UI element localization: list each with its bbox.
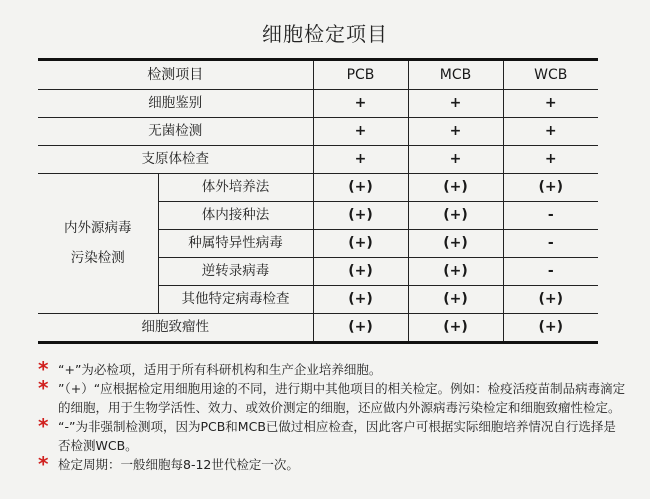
wcb-value: (+): [503, 314, 598, 343]
header-mcb: MCB: [408, 60, 503, 90]
pcb-value: (+): [313, 258, 408, 286]
row-label: 种属特异性病毒: [158, 230, 313, 258]
note-item: [38, 414, 628, 455]
notes-list: [38, 357, 628, 476]
note-text: 检定周期：一般细胞每8-12世代检定一次。: [58, 457, 299, 472]
row-label: 逆转录病毒: [158, 258, 313, 286]
row-label: 无菌检测: [38, 118, 313, 146]
note-text: “+”为必检项，适用于所有科研机构和生产企业培养细胞。: [58, 362, 382, 377]
wcb-value: -: [503, 258, 598, 286]
header-pcb: PCB: [313, 60, 408, 90]
table-header-row: [38, 60, 598, 90]
table-row: [38, 314, 598, 343]
row-label: 细胞致瘤性: [38, 314, 313, 343]
cell-test-table: [38, 58, 598, 344]
row-label: 细胞鉴别: [38, 90, 313, 118]
group-label: [38, 174, 158, 314]
wcb-value: +: [503, 146, 598, 174]
table-row: [38, 146, 598, 174]
row-label: 体外培养法: [158, 174, 313, 202]
header-test-item: 检测项目: [38, 60, 313, 90]
header-wcb: WCB: [503, 60, 598, 90]
asterisk-icon: *: [38, 452, 49, 476]
row-label: 其他特定病毒检查: [158, 286, 313, 314]
table-row: [38, 90, 598, 118]
note-item: [38, 376, 628, 417]
table-row: [38, 118, 598, 146]
pcb-value: +: [313, 90, 408, 118]
mcb-value: (+): [408, 314, 503, 343]
mcb-value: (+): [408, 258, 503, 286]
asterisk-icon: *: [38, 357, 49, 381]
pcb-value: (+): [313, 286, 408, 314]
table-row: [38, 174, 598, 202]
mcb-value: (+): [408, 202, 503, 230]
pcb-value: +: [313, 118, 408, 146]
mcb-value: +: [408, 118, 503, 146]
mcb-value: +: [408, 146, 503, 174]
group-label-line2: 污染检测: [70, 249, 125, 266]
row-label: 体内接种法: [158, 202, 313, 230]
mcb-value: (+): [408, 230, 503, 258]
note-item: [38, 357, 628, 381]
wcb-value: -: [503, 202, 598, 230]
wcb-value: (+): [503, 286, 598, 314]
pcb-value: (+): [313, 314, 408, 343]
mcb-value: (+): [408, 286, 503, 314]
wcb-value: +: [503, 118, 598, 146]
wcb-value: -: [503, 230, 598, 258]
pcb-value: (+): [313, 202, 408, 230]
asterisk-icon: *: [38, 414, 49, 438]
pcb-value: +: [313, 146, 408, 174]
pcb-value: (+): [313, 230, 408, 258]
note-text: ”（+）“应根据检定用细胞用途的不同，进行期中其他项目的相关检定。例如：检疫活疫苗制品病毒滴定的细胞，用于生物学活性、效力、或效价测定的细胞，还应做内外源病毒污染检定和细胞致瘤性检定。: [58, 381, 626, 415]
wcb-value: +: [503, 90, 598, 118]
note-text: “-”为非强制检测项，因为PCB和MCB已做过相应检查，因此客户可根据实际细胞培养情况自行选择是否检测WCB。: [58, 419, 616, 453]
page-title: 细胞检定项目: [262, 22, 388, 46]
asterisk-icon: *: [38, 376, 49, 400]
mcb-value: +: [408, 90, 503, 118]
pcb-value: (+): [313, 174, 408, 202]
group-label-line1: 内外源病毒: [64, 219, 132, 236]
note-item: [38, 452, 628, 476]
wcb-value: (+): [503, 174, 598, 202]
mcb-value: (+): [408, 174, 503, 202]
row-label: 支原体检查: [38, 146, 313, 174]
